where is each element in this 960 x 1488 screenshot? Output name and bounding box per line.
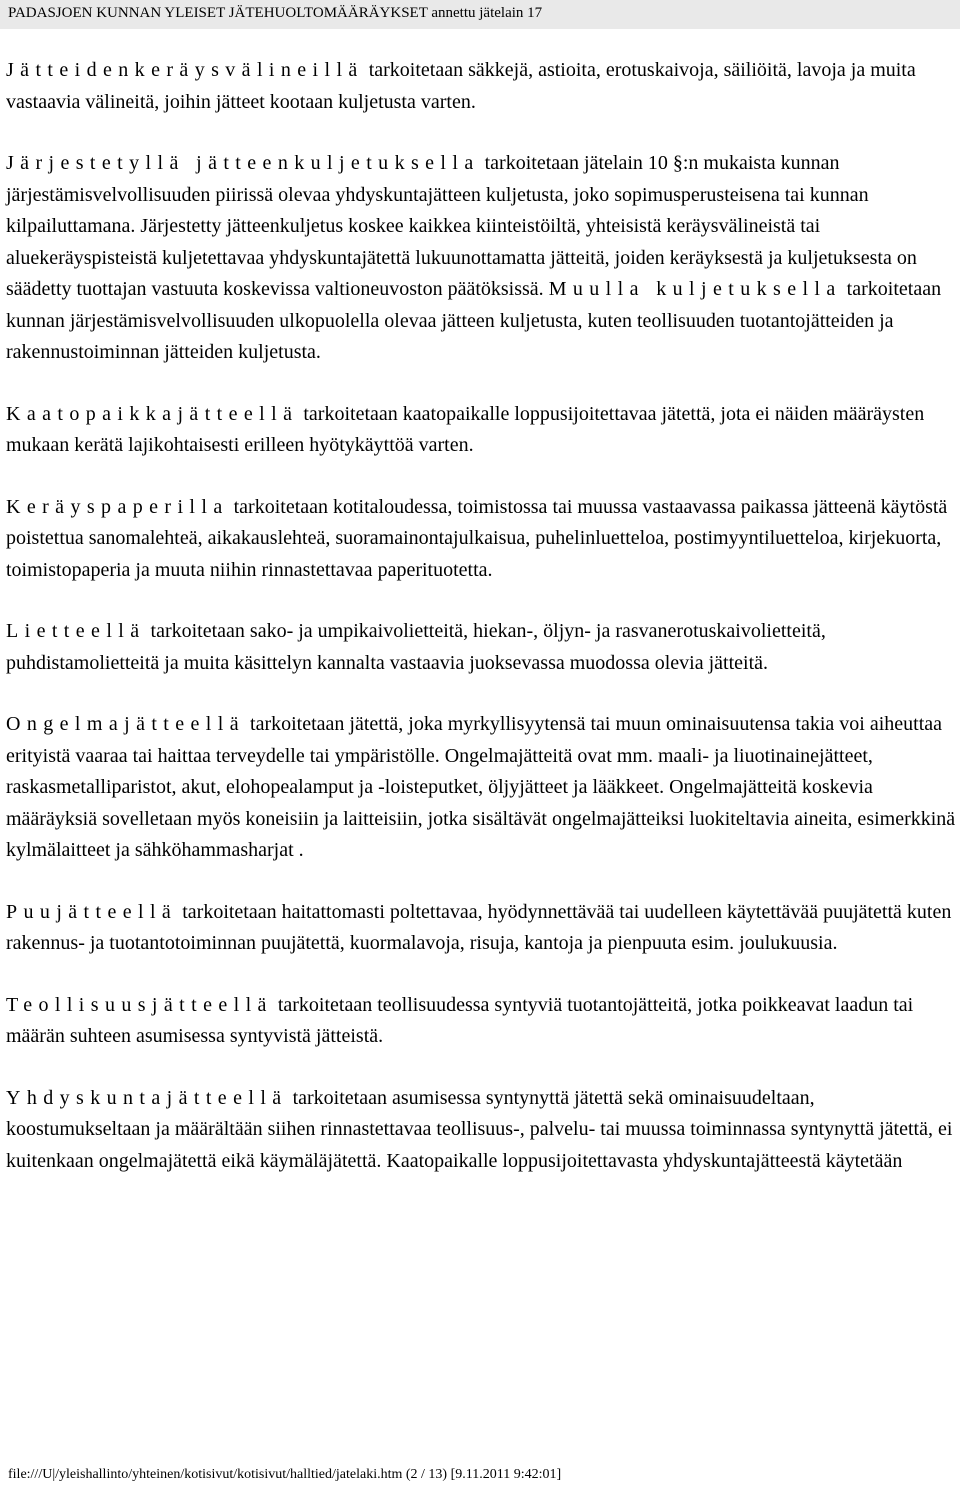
defined-term: Teollisuusjätteellä — [6, 993, 273, 1016]
definition-paragraph — [6, 399, 960, 462]
definition-text: tarkoitetaan jätettä, joka myrkyllisyytensä tai muun ominaisuutensa takia voi aiheuttaa erityistä vaaraa tai haittaa terveydelle tai ympäristölle. Ongelmajätteitä ovat mm. maali- ja liuotinainejätteet, raskasmetalliparistot, akut, elohopealamput ja -loisteputket, öljyjätteet ja lääkkeet. Ongelmajätteitä koskevia määräyksiä sovelletaan myös koneisiin ja laitteisiin, jotka sisältävät ongelmajätteiksi luokiteltavia aineita, esimerkkinä kylmälaitteet ja sähköhammasharjat . — [6, 713, 956, 861]
definition-text: tarkoitetaan kunnan järjestämisvelvollisuuden ulkopuolella olevaa jätteen kuljetusta, kuten teollisuuden tuotantojätteiden ja rakennustoiminnan jätteiden kuljetusta. — [6, 278, 942, 363]
defined-term: Muulla kuljetuksella — [548, 278, 842, 300]
definition-text: tarkoitetaan sako- ja umpikaivolietteitä, hiekan-, öljyn- ja rasvanerotuskaivolietteitä, puhdistamolietteitä ja muita käsittelyn kannalta vastaavia juoksevassa muodossa olevia jätteitä. — [6, 620, 826, 674]
defined-term: Järjestetyllä jätteenkuljetuksella — [6, 152, 480, 174]
definition-text: tarkoitetaan kaatopaikalle loppusijoitettavaa jätettä, jota ei näiden määräysten mukaan kerätä lajikohtaisesti erilleen hyötykäyttöä varten. — [6, 402, 925, 456]
definition-paragraph — [6, 1083, 960, 1178]
defined-term: Kaatopaikkajätteellä — [6, 402, 299, 425]
definition-paragraph — [6, 990, 960, 1053]
page-footer-url: file:///U|/yleishallinto/yhteinen/kotisivut/kotisivut/halltied/jatelaki.htm (2 / 13) [9.11.2011 9:42:01] — [8, 1467, 562, 1482]
defined-term: Keräyspaperilla — [6, 495, 229, 518]
defined-term: Ongelmajätteellä — [6, 713, 246, 735]
defined-term: Yhdyskuntajätteellä — [6, 1086, 288, 1109]
definition-text: tarkoitetaan kotitaloudessa, toimistossa tai muussa vastaavassa paikassa jätteenä käytöstä poistettua sanomalehteä, aikakauslehteä, suoramainontajulkaisua, puhelinluetteloa, postimyyntiluetteloa, kirjekuorta, toimistopaperia ja muuta niihin rinnastettavaa paperituotetta. — [6, 495, 948, 581]
defined-term: Puujätteellä — [6, 900, 178, 923]
page-header — [0, 0, 960, 29]
definition-text: tarkoitetaan haitattomasti poltettavaa, hyödynnettävää tai uudelleen käytettävää puujätettä kuten rakennus- ja tuotantotoiminnan puujätettä, kuormalavoja, risuja, kantoja ja pienpuuta esim. joulukuusia. — [6, 900, 952, 954]
defined-term: Lietteellä — [6, 620, 146, 642]
page-header-title: PADASJOEN KUNNAN YLEISET JÄTEHUOLTOMÄÄRÄYKSET annettu jätelain 17 — [8, 5, 543, 21]
definition-paragraph — [6, 709, 960, 867]
definition-text: tarkoitetaan jätelain 10 §:n mukaista kunnan järjestämisvelvollisuuden piirissä olevaa yhdyskuntajätteen kuljetusta, joko sopimusperusteisena tai kunnan kilpailuttamana. Järjestetty jätteenkuljetus koskee kaikkea kiinteistöiltä, yhteisistä keräysvälineistä tai aluekeräyspisteistä kuljetettavaa yhdyskuntajätettä lukuunottamatta jätteitä, joiden keräyksestä ja kuljetuksesta on säädetty tuottajan vastuuta koskevissa valtioneuvoston päätöksissä. — [6, 152, 917, 300]
definition-paragraph — [6, 897, 960, 960]
definition-text: tarkoitetaan teollisuudessa syntyviä tuotantojätteitä, jotka poikkeavat laadun tai määrän suhteen asumisessa syntyvistä jätteistä. — [6, 993, 914, 1047]
definition-paragraph — [6, 55, 960, 118]
document-body — [6, 55, 960, 1207]
definition-text: tarkoitetaan säkkejä, astioita, erotuskaivoja, säiliöitä, lavoja ja muita vastaavia välineitä, joihin jätteet kootaan kuljetusta varten. — [6, 59, 916, 113]
definition-paragraph — [6, 492, 960, 587]
defined-term: Jätteidenkeräysvälineillä — [6, 59, 364, 81]
definition-paragraph — [6, 148, 960, 369]
definition-text: tarkoitetaan asumisessa syntynyttä jätettä sekä ominaisuudeltaan, koostumukseltaan ja määrältään siihen rinnastettavaa teollisuus-, palvelu- tai muussa toiminnassa syntynyttä jätettä, ei kuitenkaan ongelmajätettä eikä käymäläjätettä. Kaatopaikalle loppusijoitettavasta yhdyskuntajätteestä käytetään — [6, 1086, 953, 1172]
definition-paragraph — [6, 616, 960, 679]
